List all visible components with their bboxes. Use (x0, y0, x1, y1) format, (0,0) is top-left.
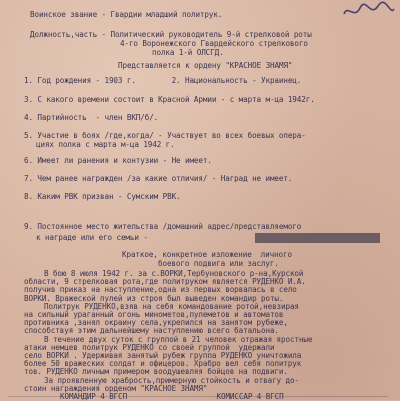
fold-crease (8, 396, 388, 397)
item-1: 1. Год рождения - 1903 г. 2. Национальность - Украинец. (24, 76, 302, 85)
redaction-block (255, 233, 380, 243)
body-line-10: атаки немцев политрук РУДЕНКО со своей группой удержали (24, 342, 275, 352)
body-line-1: В бою 8 июля 1942 г. за с.ВОРКИ,Тербуновского р-на,Курской (44, 269, 304, 278)
item-4: 4. Партийность - член ВКП/б/. (24, 113, 159, 122)
item-9-cont: к награде или его семьи - (36, 233, 148, 242)
item-6: 6. Имеет ли ранения и контузии - Не имеет. (24, 156, 212, 165)
body-line-11: село ВОРКИ . Удерживая занятый рубеж группа РУДЕНКО уничтожила (24, 351, 302, 360)
item-3: 3. С какого времени состоит в Красной Армии - с марта м-ца 1942г. (24, 95, 315, 104)
body-line-14: За проявленную храбрость,примерную стойкость и отвагу до- (44, 375, 299, 385)
rank-line: Воинское звание - Гвардии младший политрук. (30, 10, 223, 19)
handwritten-note (338, 0, 398, 26)
body-line-8: способствуя этим дальнейшему наступлению всего батальона. (24, 326, 279, 336)
signature-line: КОМАНДИР 4 ВГСП КОМИССАР 4 ВГСП (60, 392, 284, 401)
award-heading: Представляется к ордену "КРАСНОЕ ЗНАМЯ" (118, 61, 293, 70)
body-line-13: тов. РУДЕНКО личным примером воодушевляя бойцов на подвиги. (24, 367, 288, 377)
body-line-5: Политрук РУДЕНКО,взяв на себя командование ротой,невзирая (44, 301, 299, 311)
position-line-2: 4-го Воронежского Гвардейского стрелкового (120, 39, 308, 48)
body-line-2: области, 9 стрелковая рота,где политруком является РУДЕНКО И.А. (24, 277, 306, 287)
item-7: 7. Чем ранее награжден /за какие отличия/ - Наград не имеет. (24, 174, 293, 183)
item-8: 8. Каким РВК призван - Сумским РВК. (24, 192, 181, 201)
item-5-cont: циях полка с марта м-ца 1942 г. (36, 140, 175, 149)
summary-heading-2: боевого подвига или заслуг. (158, 259, 279, 268)
body-line-12: более 50 вражеских солдат и офицеров. Храбро вел себя политрук (24, 359, 302, 369)
body-line-7: противника ,занял окраину села,укрепился на занятом рубеже, (24, 318, 288, 328)
body-line-4: ВОРКИ. Вражеской пулей из строя был выведен командир роты. (24, 293, 284, 303)
summary-heading: Краткое, конкретное изложение личного (122, 250, 292, 259)
item-9: 9. Постоянное место жительства /домашний адрес/представляемого (24, 222, 302, 231)
position-line-3: полка 1-й ОЛСГД. (152, 48, 224, 57)
position-line: Должность,часть - Политический руководитель 9-й стрелковой роты (30, 30, 312, 39)
body-line-3: получив приказ на наступление,одна из первых ворвалась в село (24, 285, 297, 295)
item-5: 5. Участие в боях /где,когда/ - Участвует во всех боевых опера- (24, 131, 306, 140)
body-line-9: В течение двух суток с группой в 21 человек отражая яростные (44, 334, 313, 344)
body-line-6: на сильный ураганный огонь минометов,пулеметов и автоматов (24, 310, 284, 319)
body-line-15: стоин награждения орденом "КРАСНОЕ ЗНАМЯ" (24, 383, 208, 393)
